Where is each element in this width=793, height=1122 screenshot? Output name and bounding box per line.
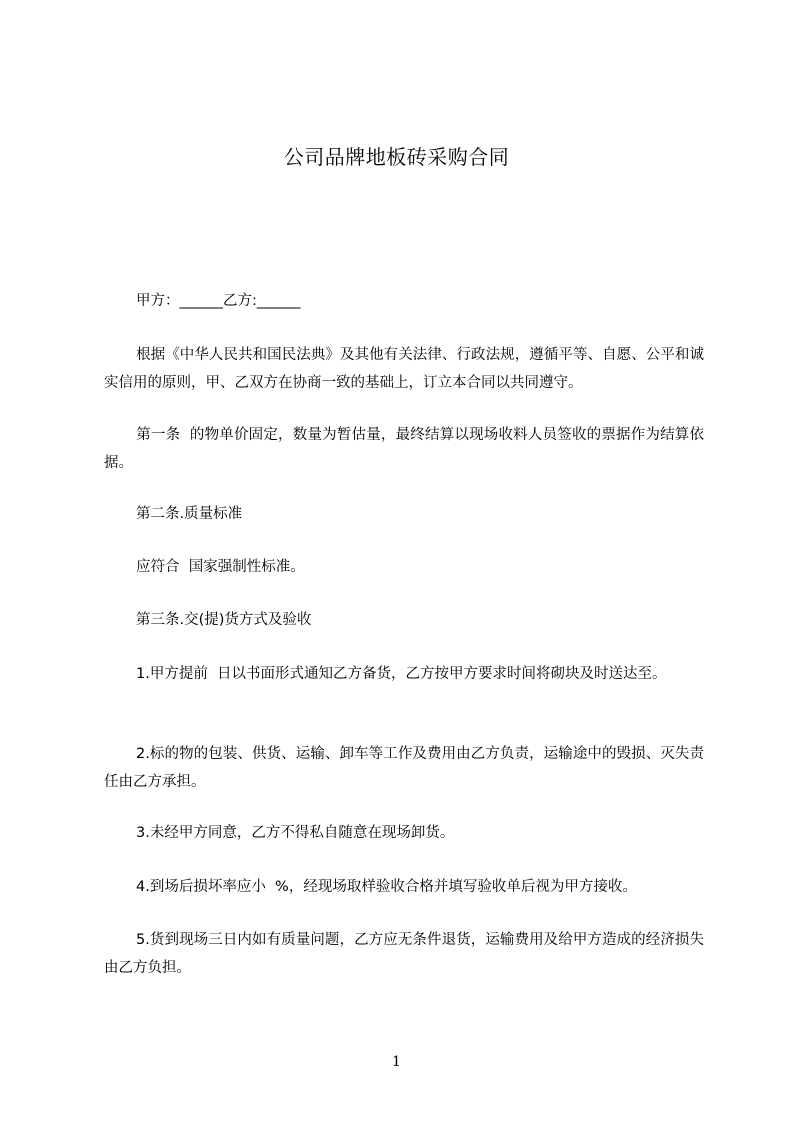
parties-text: 甲方：______乙方:______ (136, 293, 301, 309)
item-5-paragraph (104, 926, 704, 982)
item-4-text: 4.到场后损坏率应小 %，经现场取样验收合格并填写验收单后视为甲方接收。 (136, 879, 637, 895)
item-1-text: 1.甲方提前 日以书面形式通知乙方备货，乙方按甲方要求时间将砌块及时送达至。 (136, 666, 667, 682)
item-5-text: 5.货到现场三日内如有质量问题，乙方应无条件退货，运输费用及给甲方造成的经济损失由乙方负担。 (104, 932, 704, 976)
preamble-text: 根据《中华人民共和国民法典》及其他有关法律、行政法规，遵循平等、自愿、公平和诚实信用的原则，甲、乙双方在协商一致的基础上，订立本合同以共同遵守。 (104, 347, 704, 391)
article-1-text: 第一条 的物单价固定，数量为暂估量，最终结算以现场收料人员签收的票据作为结算依据。 (104, 427, 704, 471)
item-1-paragraph (104, 660, 704, 688)
item-3-paragraph (104, 819, 704, 847)
article-2-heading-text: 第二条.质量标准 (136, 506, 243, 522)
item-3-text: 3.未经甲方同意，乙方不得私自随意在现场卸货。 (136, 825, 455, 841)
article-3-heading-text: 第三条.交(提)货方式及验收 (136, 612, 312, 628)
article-2-heading (104, 500, 704, 528)
article-2-body (104, 553, 704, 581)
article-1-paragraph (104, 421, 704, 477)
document-title: 公司品牌地板砖采购合同 (283, 145, 510, 169)
item-4-paragraph (104, 873, 704, 901)
article-2-body-text: 应符合 国家强制性标准。 (136, 559, 305, 575)
page-number: 1 (392, 1054, 401, 1070)
item-2-text: 2.标的物的包装、供货、运输、卸车等工作及费用由乙方负责，运输途中的毁损、灭失责任由乙方承担。 (104, 746, 704, 790)
article-3-heading (104, 606, 704, 634)
parties-line (104, 287, 704, 315)
item-2-paragraph (104, 740, 704, 796)
preamble-paragraph (104, 341, 704, 397)
